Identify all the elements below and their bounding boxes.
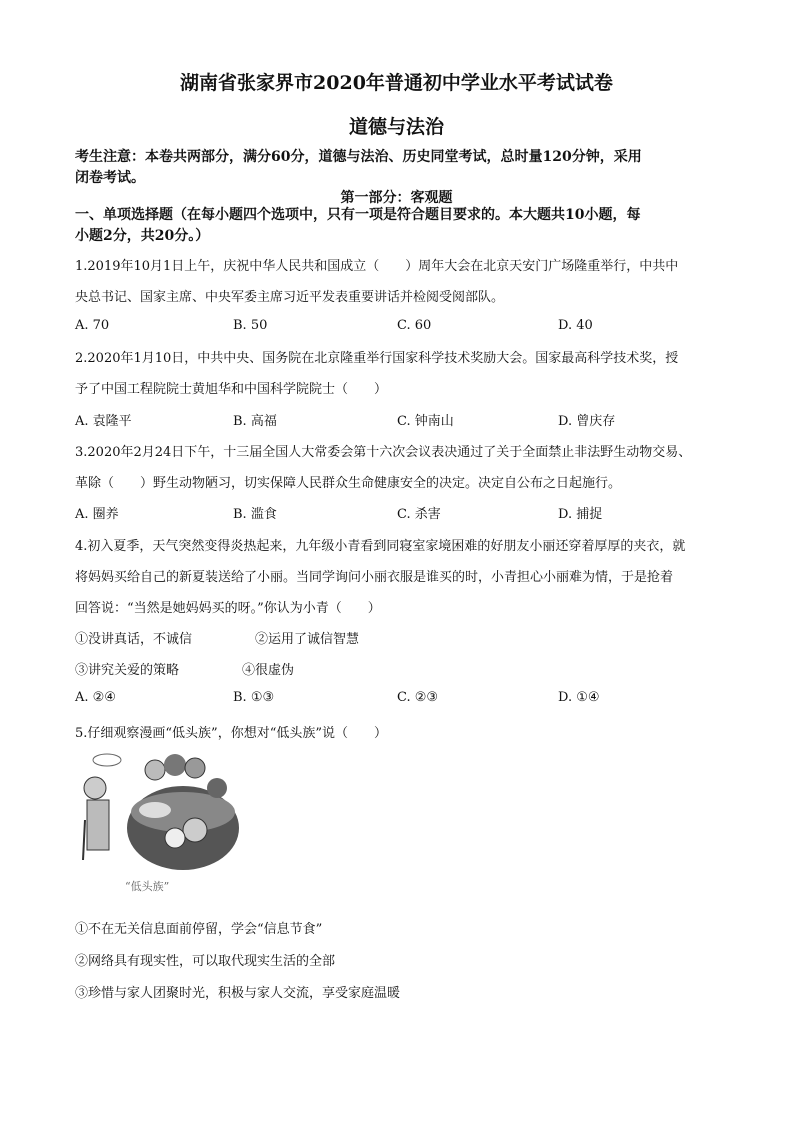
option-d: D. 捕捉 (558, 507, 603, 522)
option-d: D. 40 (558, 318, 593, 333)
option-d: D. 曾庆存 (558, 414, 616, 429)
question-4: 将妈妈买给自己的新夏装送给了小丽。当同学询问小丽衣服是谁买的时，小青担心小丽难为情，于是抢着 (75, 570, 674, 585)
statement: ①不在无关信息面前停留，学会“信息节食” (75, 922, 323, 937)
question-4: 4.初入夏季，天气突然变得炎热起来，九年级小青看到同寝室家境困难的好朋友小丽还穿着厚厚的夹衣，就 (75, 539, 686, 554)
subject-title: 道德与法治 (348, 116, 444, 138)
question-3: 革除（ ）野生动物陋习，切实保障人民群众生命健康安全的决定。决定自公布之日起施行。 (75, 476, 622, 491)
option-b: B. 50 (233, 318, 268, 333)
option-c: C. ②③ (397, 690, 439, 705)
cartoon-caption: “低头族” (125, 880, 170, 893)
question-4: 回答说：“当然是她妈妈买的呀。”你认为小青（ ） (75, 601, 381, 616)
statement: ②运用了诚信智慧 (255, 632, 360, 647)
question-1: 1.2019年10月1日上午，庆祝中华人民共和国成立（ ）周年大会在北京天安门广场隆重举行，中共中 (75, 259, 679, 274)
option-a: A. 圈养 (75, 507, 119, 522)
question-1: 央总书记、国家主席、中央军委主席习近平发表重要讲话并检阅受阅部队。 (75, 290, 505, 305)
question-2: 予了中国工程院院士黄旭华和中国科学院院士（ ） (75, 382, 388, 397)
part-heading: 第一部分：客观题 (340, 190, 453, 206)
question-2: 2.2020年1月10日，中共中央、国务院在北京隆重举行国家科学技术奖励大会。国家最高科学技术奖，授 (75, 351, 679, 366)
option-c: C. 钟南山 (397, 414, 454, 429)
cartoon-drawing (75, 750, 240, 875)
option-d: D. ①④ (558, 690, 600, 705)
statement: ③讲究关爱的策略 (75, 663, 180, 678)
notice-line: 闭卷考试。 (75, 170, 145, 186)
exam-title: 湖南省张家界市2020年普通初中学业水平考试试卷 (180, 72, 613, 94)
statement: ①没讲真话，不诚信 (75, 632, 193, 647)
question-3: 3.2020年2月24日下午，十三届全国人大常委会第十六次会议表决通过了关于全面禁止非法野生动物交易、 (75, 445, 692, 460)
statement: ④很虚伪 (242, 663, 295, 678)
section-heading: 一、单项选择题（在每小题四个选项中，只有一项是符合题目要求的。本大题共10小题，每 (75, 207, 641, 223)
option-b: B. 高福 (233, 414, 277, 429)
section-heading: 小题2分，共20分。） (75, 228, 210, 244)
option-c: C. 杀害 (397, 507, 441, 522)
statement: ②网络具有现实性，可以取代现实生活的全部 (75, 954, 336, 969)
statement: ③珍惜与家人团聚时光，积极与家人交流，享受家庭温暖 (75, 986, 401, 1001)
question-5: 5.仔细观察漫画“低头族”，你想对“低头族”说（ ） (75, 726, 387, 741)
option-a: A. ②④ (75, 690, 116, 705)
notice-line: 考生注意：本卷共两部分，满分60分，道德与法治、历史同堂考试，总时量120分钟，采用 (75, 149, 642, 165)
option-b: B. ①③ (233, 690, 275, 705)
option-a: A. 袁隆平 (75, 414, 132, 429)
option-c: C. 60 (397, 318, 432, 333)
option-b: B. 滥食 (233, 507, 277, 522)
option-a: A. 70 (75, 318, 110, 333)
cartoon-image (75, 750, 240, 895)
